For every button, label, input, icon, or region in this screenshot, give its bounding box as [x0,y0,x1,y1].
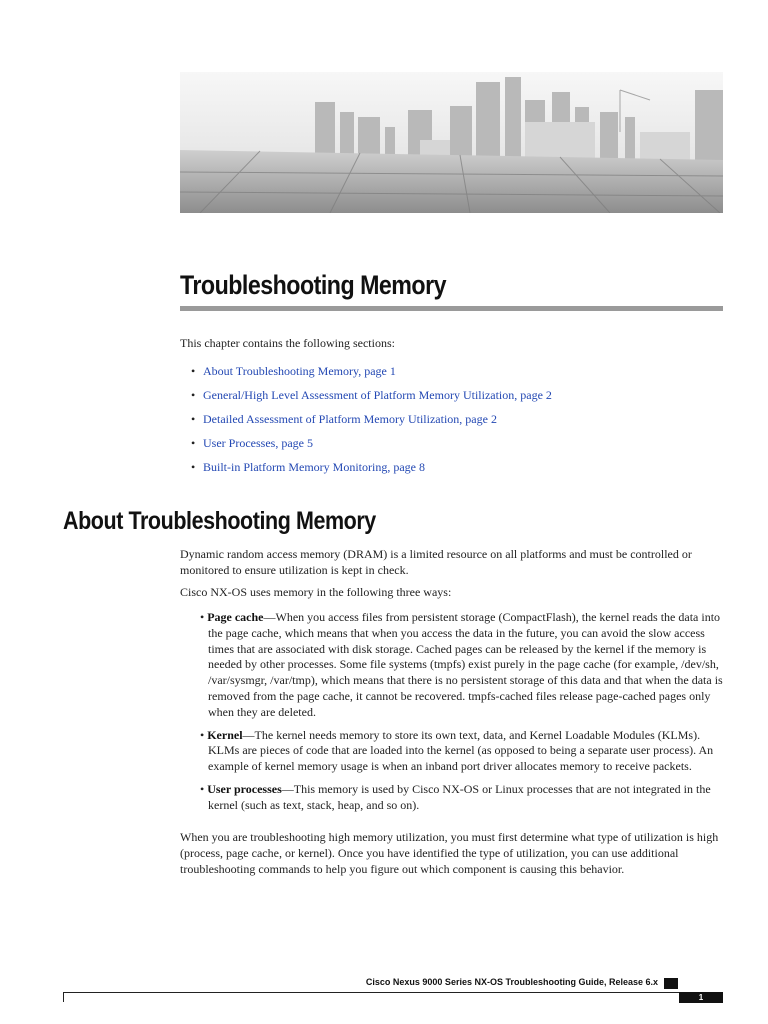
bullet-icon: • [191,460,196,474]
page-number: 1 [679,992,723,1003]
paragraph-dram: Dynamic random access memory (DRAM) is a limited resource on all platforms and must be controlled or monitored to ensure utilization is kept in check. [180,547,692,577]
chapter-intro: This chapter contains the following sections: [180,336,395,350]
toc-item [191,435,552,459]
item-text: —The kernel needs memory to store its own text, data, and Kernel Loadable Modules (KLMs). KLMs are pieces of code that are loaded into the kernel (as opposed to being a separate user process). An example of kernel memory usage is when an inband port driver allocates memory to receive packets. [208,727,714,774]
banner-image [180,72,723,213]
bullet-icon: • [200,727,205,742]
skyline-illustration [180,72,723,213]
toc-item [191,411,552,435]
term-user-processes: User processes [207,781,282,796]
toc-link-memory-monitoring[interactable]: Built-in Platform Memory Monitoring, page 8 [203,460,425,474]
footer-marker [664,978,678,989]
memory-usage-list [200,610,725,821]
paragraph-troubleshooting: When you are troubleshooting high memory utilization, you must first determine what type of utilization is high (process, page cache, or kernel). Once you have identified the type of utilization, you can use additional troubleshooting commands to help you figure out which component is causing this behavior. [180,830,719,876]
bullet-icon: • [191,412,196,426]
title-rule [180,306,723,311]
term-page-cache: Page cache [207,610,264,624]
section-heading: About Troubleshooting Memory [63,507,376,535]
toc-link-general-assessment[interactable]: General/High Level Assessment of Platform Memory Utilization, page 2 [203,388,552,402]
bullet-icon: • [191,436,196,450]
toc-link-detailed-assessment[interactable]: Detailed Assessment of Platform Memory Utilization, page 2 [203,412,497,426]
list-item-kernel [200,728,725,775]
term-kernel: Kernel [207,727,243,742]
toc-item [191,387,552,411]
table-of-contents [191,363,552,483]
paragraph-memory-ways: Cisco NX-OS uses memory in the following three ways: [180,585,452,599]
footer-rule [63,992,679,993]
list-item-user-processes [200,782,725,814]
footer-tick [63,992,64,1002]
item-text: —When you access files from persistent storage (CompactFlash), the kernel reads the data into the page cache, which means that when you access the data in the future, you can avoid the slow access times that are associated with disk storage. Cached pages can be released by the kernel if the memory is needed by other processes. Some file systems (tmpfs) exist purely in the page cache (for example, /dev/sh, /var/sysmgr, /var/tmp), which means that there is no persistent storage of this data and that when the data is removed from the page cache, it cannot be recovered. tmpfs-cached files release page-cached pages only when they are deleted. [208,610,723,719]
list-item-page-cache [200,610,725,721]
toc-item [191,363,552,387]
footer-guide-title: Cisco Nexus 9000 Series NX-OS Troubleshooting Guide, Release 6.x [365,977,658,987]
toc-link-about[interactable]: About Troubleshooting Memory, page 1 [203,364,396,378]
bullet-icon: • [191,364,196,378]
bullet-icon: • [191,388,196,402]
item-text: —This memory is used by Cisco NX-OS or Linux processes that are not integrated in the kernel (such as text, stack, heap, and so on). [208,781,711,812]
bullet-icon: • [200,781,205,796]
toc-item [191,459,552,483]
bullet-icon: • [200,610,205,624]
chapter-title: Troubleshooting Memory [180,270,447,300]
toc-link-user-processes[interactable]: User Processes, page 5 [203,436,313,450]
